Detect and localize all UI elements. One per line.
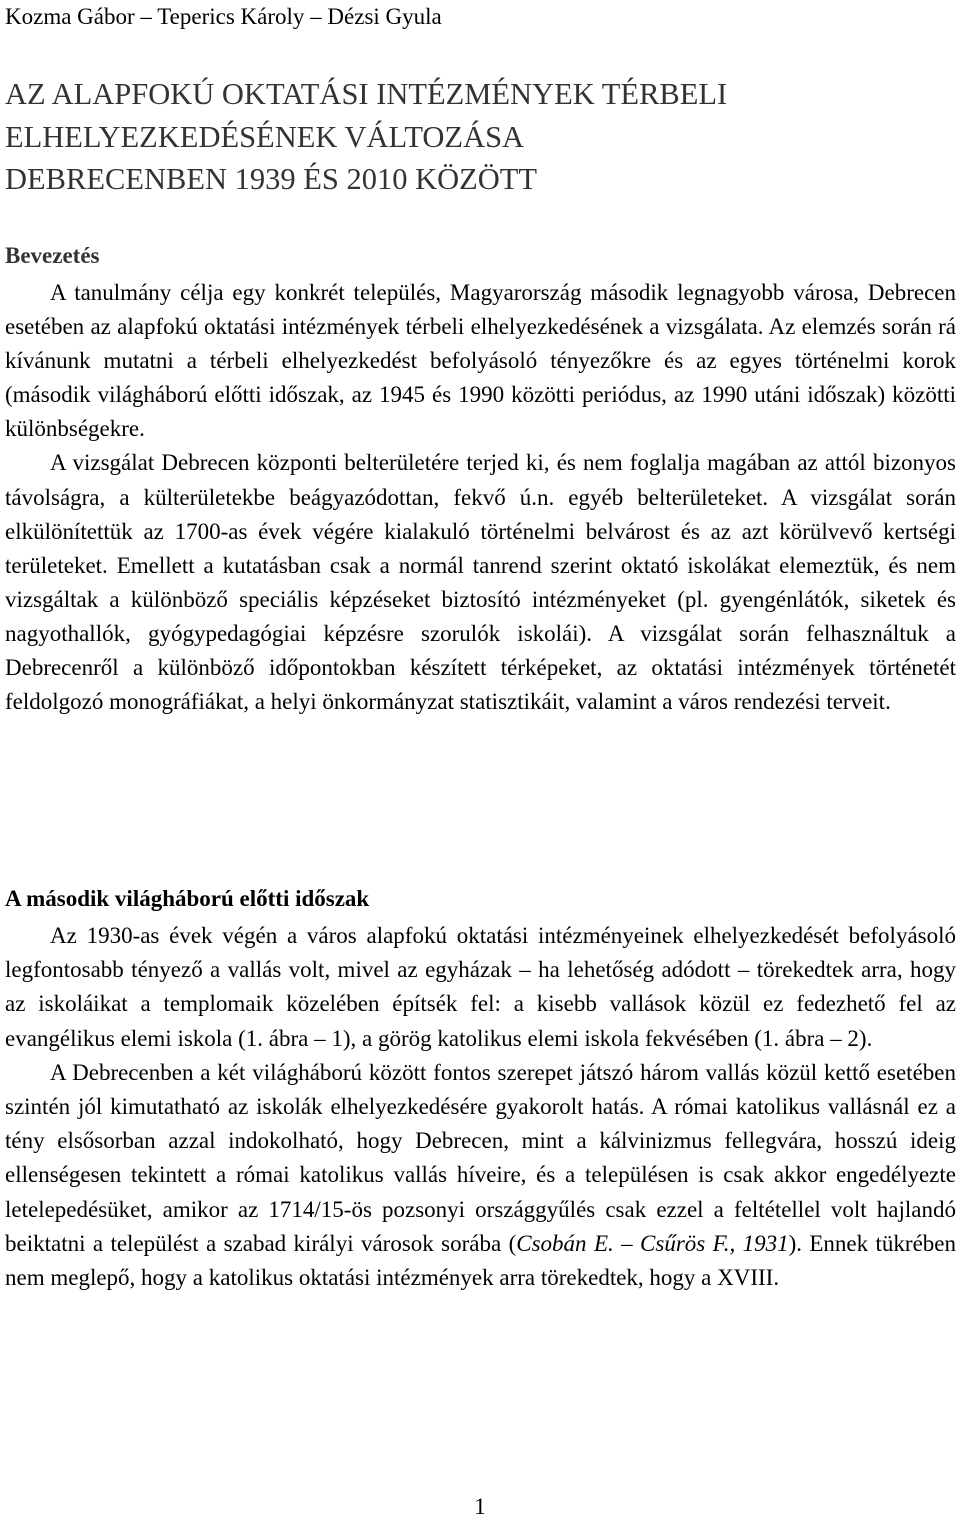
section-heading-intro: Bevezetés bbox=[5, 243, 100, 268]
paragraph: A vizsgálat Debrecen központi belterületére terjed ki, és nem foglalja magában az attól bizonyos távolságra, a külterületekbe beágyazódottan, fekvő ú.n. egyéb belterületeket. A vizsgálat során elkülönítettük az 1700-as évek végére kialakuló történelmi belvárost és az azt körülvevő kertségi területeket. Emellett a kutatásban csak a normál tanrend szerint oktató iskolákat elemeztük, és nem vizsgáltak a különböző speciális képzéseket biztosító intézményeket (pl. gyengénlátók, siketek és nagyothallók, gyógypedagógiai képzésre szorulók iskolái). A vizsgálat során felhasználtuk a Debrecenről a különböző időpontokban készített térképeket, az oktatási intézmények történetét feldolgozó monográfiákat, a helyi önkormányzat statisztikáit, valamint a város rendezési terveit. bbox=[5, 450, 956, 715]
authors-line: Kozma Gábor – Teperics Károly – Dézsi Gyula bbox=[5, 4, 442, 29]
citation: Csobán E. – Csűrös F., 1931 bbox=[516, 1230, 789, 1256]
section-intro-body bbox=[5, 276, 956, 719]
paragraph: A tanulmány célja egy konkrét település, Magyarország második legnagyobb városa, Debrecen esetében az alapfokú oktatási intézmények térbeli elhelyezkedésének a vizsgálata. Az elemzés során rá kívánunk mutatni a térbeli elhelyezkedést befolyásoló tényezőkre és az egyes történelmi korok (második világháború előtti időszak, az 1945 és 1990 közötti periódus, az 1990 utáni időszak) közötti különbségekre. bbox=[5, 280, 956, 442]
page-number: 1 bbox=[474, 1494, 486, 1519]
title-line: ELHELYEZKEDÉSÉNEK VÁLTOZÁSA bbox=[5, 119, 525, 154]
paragraph-text: A Debrecenben a két világháború között fontos szerepet játszó három vallás közül kettő esetében szintén jól kimutatható az iskolák elhelyezkedésére gyakorolt hatás. A római katolikus vallásnál ez a tény elsősorban azzal indokolható, hogy Debrecen, mint a kálvinizmus fellegvára, hosszú ideig ellenségesen tekintett a római katolikus vallás híveire, és a településen is csak akkor engedélyezte letelepedésüket, amikor az 1714/15-ös pozsonyi országgyűlés csak ezzel a feltétellel volt hajlandó beiktatni a települést a szabad királyi városok sorába ( bbox=[5, 1059, 956, 1256]
paragraph bbox=[5, 1056, 956, 1295]
section-prewar-body bbox=[5, 919, 956, 1295]
title-line: DEBRECENBEN 1939 ÉS 2010 KÖZÖTT bbox=[5, 162, 538, 196]
document-title bbox=[5, 73, 956, 201]
paragraph: Az 1930-as évek végén a város alapfokú oktatási intézményeinek elhelyezkedését befolyásoló legfontosabb tényező a vallás volt, mivel az egyházak – ha lehetőség adódott – törekedtek arra, hogy az iskoláikat a templomaik közelében építsék fel: a kisebb vallások közül ez fedezhető fel az evangélikus elemi iskola (1. ábra – 1), a görög katolikus elemi iskola fekvésében (1. ábra – 2). bbox=[5, 923, 956, 1051]
paragraph-text: ). Ennek tükrében nem meglepő, hogy a katolikus oktatási intézmények arra törekedtek, hogy a XVIII. bbox=[5, 1230, 956, 1291]
title-line: AZ ALAPFOKÚ OKTATÁSI INTÉZMÉNYEK TÉRBELI bbox=[5, 77, 728, 111]
section-heading-prewar: A második világháború előtti időszak bbox=[5, 886, 370, 911]
